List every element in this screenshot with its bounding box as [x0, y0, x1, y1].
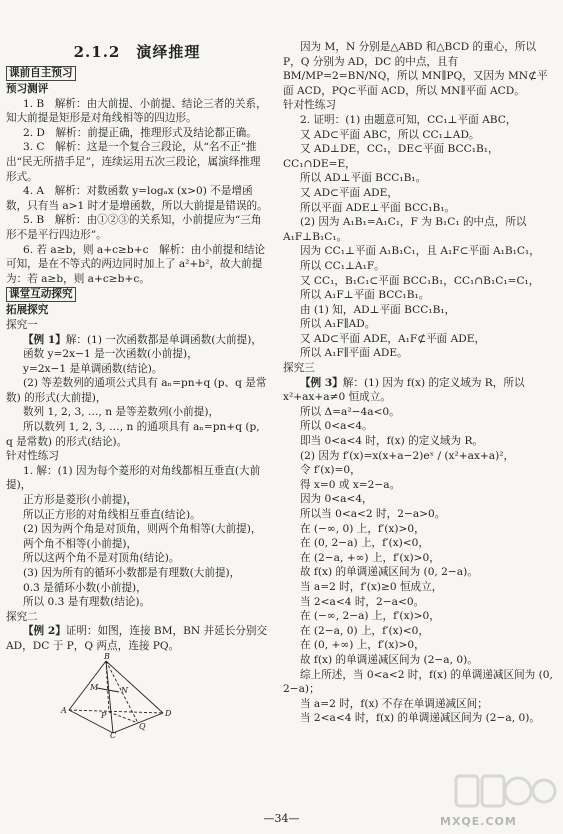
example-3-line-9: 所以当 0<a<2 时，2−a>0。 [299, 508, 446, 520]
fig-label-a: A [61, 705, 67, 715]
fig-label-n: N [121, 685, 128, 695]
explore-3-heading: 探究三 [283, 362, 315, 375]
tetrahedron-figure [61, 651, 172, 740]
example-3-line-21: 当 a=2 时，f(x) 不存在单调递减区间； [299, 697, 488, 710]
example-3-line-15: 当 2<a<4 时，2−a<0。 [299, 595, 425, 608]
example-3-line-10: 在 (−∞, 0) 上，f′(x)>0， [299, 522, 425, 535]
practice-2-line-10: 所以 CC₁⊥A₁F。 [299, 259, 385, 272]
section-header-classroom: 课堂互动探究 [6, 287, 76, 302]
example-2-line-1: 【例 2】证明：如图，连接 BM，BN 并延长分别交 AD，DC 于 P，Q 两点，连接 PQ。 [6, 625, 268, 652]
practice-1-line-9: 所以 0.3̇ 是有理数(结论)。 [22, 596, 151, 609]
answer-6: 6. 若 a≥b，则 a+c≥b+c 解析：由小前提和结论可知，是在不等式的两边同时加上了 a²+b²，故大前提为：若 a≥b，则 a+c≥b+c。 [6, 243, 266, 285]
example-3-line-22: 当 2<a<4 时，f(x) 的单调递减区间为 (2−a, 0)。 [299, 712, 540, 725]
practice-2-line-14: 所以 A₁F∥AD。 [299, 318, 376, 331]
example-3-line-2: 所以 Δ=a²−4a<0。 [299, 405, 400, 418]
fig-label-q: Q [139, 721, 146, 731]
example-3-line-16: 在 (−∞, 2−a) 上，f′(x)>0， [299, 610, 440, 623]
answer-4: 4. A 解析：对数函数 y=logₐx (x>0) 不是增函数，只有当 a>1 时才是增函数，所以大前提是错误的。 [6, 185, 268, 212]
fig-label-p: P [101, 710, 107, 720]
practice-1-line-2: 正方形是菱形(小前提)， [22, 494, 138, 507]
right-column [283, 40, 553, 726]
page-title: 2.1.2 演绎推理 [73, 43, 201, 61]
practice-2-line-8: (2) 因为 A₁B₁=A₁C₁，F 为 B₁C₁ 的中点，所以 A₁F⊥B₁C₁。 [283, 216, 527, 243]
example-3-line-18: 在 (0, +∞) 上，f′(x)>0， [299, 639, 425, 652]
example-3-line-4: 即当 0<a<4 时，f(x) 的定义域为 R。 [299, 435, 484, 448]
example-1-line-4: (2) 等差数列的通项公式具有 aₙ=pn+q (p、q 是常数) 的形式(大前提)， [6, 377, 267, 404]
section-header-preview: 课前自主预习 [6, 66, 76, 81]
example-3-line-12: 在 (2−a, +∞) 上，f′(x)>0， [299, 551, 440, 564]
fig-label-b: B [104, 651, 110, 661]
left-column [6, 0, 268, 742]
practice-2-line-2: 2. 证明：(1) 由题意可知，CC₁⊥平面 ABC， [299, 113, 517, 126]
example-3-line-8: 因为 0<a<4， [299, 493, 373, 506]
subsection-preview-test: 预习测评 [6, 83, 49, 95]
answer-3: 3. C 解析：这是一个复合三段论，从“名不正”推出“民无所措手足”，连续运用五次三段论，属演绎推理形式。 [6, 141, 261, 183]
example-3-line-19: 故 f(x) 的单调递减区间为 (2−a, 0)。 [299, 653, 478, 666]
practice-1-line-7: (3) 因为所有的循环小数都是有理数(大前提)， [22, 567, 241, 579]
practice-1-line-8: 0.3̇ 是循环小数(小前提)， [22, 581, 147, 594]
practice-1-line-6: 所以这两个角不是对顶角(结论)。 [22, 552, 180, 565]
practice-2-heading: 针对性练习 [283, 99, 336, 112]
answer-5: 5. B 解析：由①②③的关系知，小前提应为“三角形不是平行四边形”。 [6, 214, 262, 241]
proof-continued: 因为 M，N 分别是△ABD 和△BCD 的重心，所以 P，Q 分别为 AD，DC 的中点，且有 BM/MP=2=BN/NQ，所以 MN∥PQ，又因为 MN⊄平面 ACD，PQ⊂平面 ACD，所以 MN∥平面 ACD。 [283, 41, 548, 97]
example-3-line-7: 得 x=0 或 x=2−a。 [299, 478, 401, 491]
example-3-line-11: 在 (0, 2−a) 上，f′(x)<0， [299, 537, 429, 550]
example-3-line-13: 故 f(x) 的单调递减区间为 (0, 2−a)。 [299, 566, 478, 579]
example-3-line-20: 综上所述，当 0<a<2 时，f(x) 的单调递减区间为 (0, 2−a)； [283, 668, 553, 696]
practice-2-line-13: 由 (1) 知，AD⊥平面 BCC₁B₁， [299, 303, 456, 316]
example-3-line-14: 当 a=2 时，f′(x)≥0 恒成立， [299, 580, 443, 593]
example-3-line-17: 在 (2−a, 0) 上，f′(x)<0， [299, 624, 429, 637]
page-number: —34— [263, 812, 300, 825]
answer-2: 2. D 解析：前提正确，推理形式及结论都正确。 [22, 126, 257, 139]
answer-1: 1. B 解析：由大前提、小前提、结论三者的关系，知大前提是矩形是对角线相等的四边形。 [6, 97, 267, 125]
practice-1-line-1: 1. 解：(1) 因为每个菱形的对角线都相互垂直(大前提)， [6, 464, 261, 492]
practice-2-line-6: 又 AD⊂平面 ADE， [299, 186, 398, 199]
example-3-line-5: (2) 因为 f′(x)=x(x+a−2)eˣ / (x²+ax+a)²， [299, 449, 515, 462]
example-1-line-6: 所以数列 1, 2, 3, …, n 的通项具有 aₙ=pn+q (p, q 是常数) 的形式(结论)。 [6, 421, 260, 448]
practice-2-line-11: 又 CC₁，B₁C₁⊂平面 BCC₁B₁，CC₁∩B₁C₁=C₁， [299, 274, 540, 287]
example-3-line-1: 【例 3】解：(1) 因为 f(x) 的定义域为 R，所以 x²+ax+a≠0 恒成立。 [283, 376, 525, 404]
example-1-line-2: 函数 y=2x−1 是一次函数(小前提)， [22, 348, 198, 361]
subsection-extend: 拓展探究 [6, 304, 49, 317]
practice-2-line-15: 又 AD⊂平面 ADE，A₁F⊄平面 ADE， [299, 332, 486, 345]
example-3-line-6: 令 f′(x)=0， [299, 464, 361, 477]
practice-2-line-7: 所以平面 ADE⊥平面 BCC₁B₁。 [299, 201, 456, 214]
example-1-line-3: y=2x−1 是单调函数(结论)。 [22, 362, 163, 375]
example-1-line-5: 数列 1, 2, 3, …, n 是等差数列(小前提)， [22, 406, 220, 419]
practice-1-heading: 针对性练习 [6, 450, 59, 463]
fig-label-d: D [165, 708, 172, 718]
example-1-line-1: 【例 1】解：(1) 一次函数都是单调函数(大前提)， [22, 333, 262, 346]
practice-1-line-4: (2) 因为两个角是对顶角，则两个角相等(大前提)， [22, 523, 262, 536]
practice-2-line-5: 所以 AD⊥平面 BCC₁B₁。 [299, 172, 427, 185]
practice-2-line-9: 因为 CC₁⊥平面 A₁B₁C₁，且 A₁F⊂平面 A₁B₁C₁， [299, 245, 540, 258]
practice-1-line-3: 所以正方形的对角线相互垂直(结论)。 [22, 508, 201, 521]
example-3-line-3: 所以 0<a<4。 [299, 420, 373, 433]
explore-1-heading: 探究一 [6, 318, 38, 331]
fig-label-m: M [90, 682, 99, 692]
fig-label-c: C [110, 730, 117, 740]
practice-2-line-12: 所以 A₁F⊥平面 BCC₁B₁。 [299, 289, 430, 302]
practice-2-line-4: 又 AD⊥DE，CC₁，DE⊂平面 BCC₁B₁，CC₁∩DE=E， [283, 143, 499, 170]
watermark-text: MXQE.COM [440, 815, 517, 828]
practice-2-line-16: 所以 A₁F∥平面 ADE。 [299, 347, 408, 360]
practice-1-line-5: 两个角不相等(小前提)， [22, 537, 138, 550]
explore-2-heading: 探究二 [6, 610, 38, 623]
practice-2-line-3: 又 AD⊂平面 ABC，所以 CC₁⊥AD。 [299, 128, 480, 141]
